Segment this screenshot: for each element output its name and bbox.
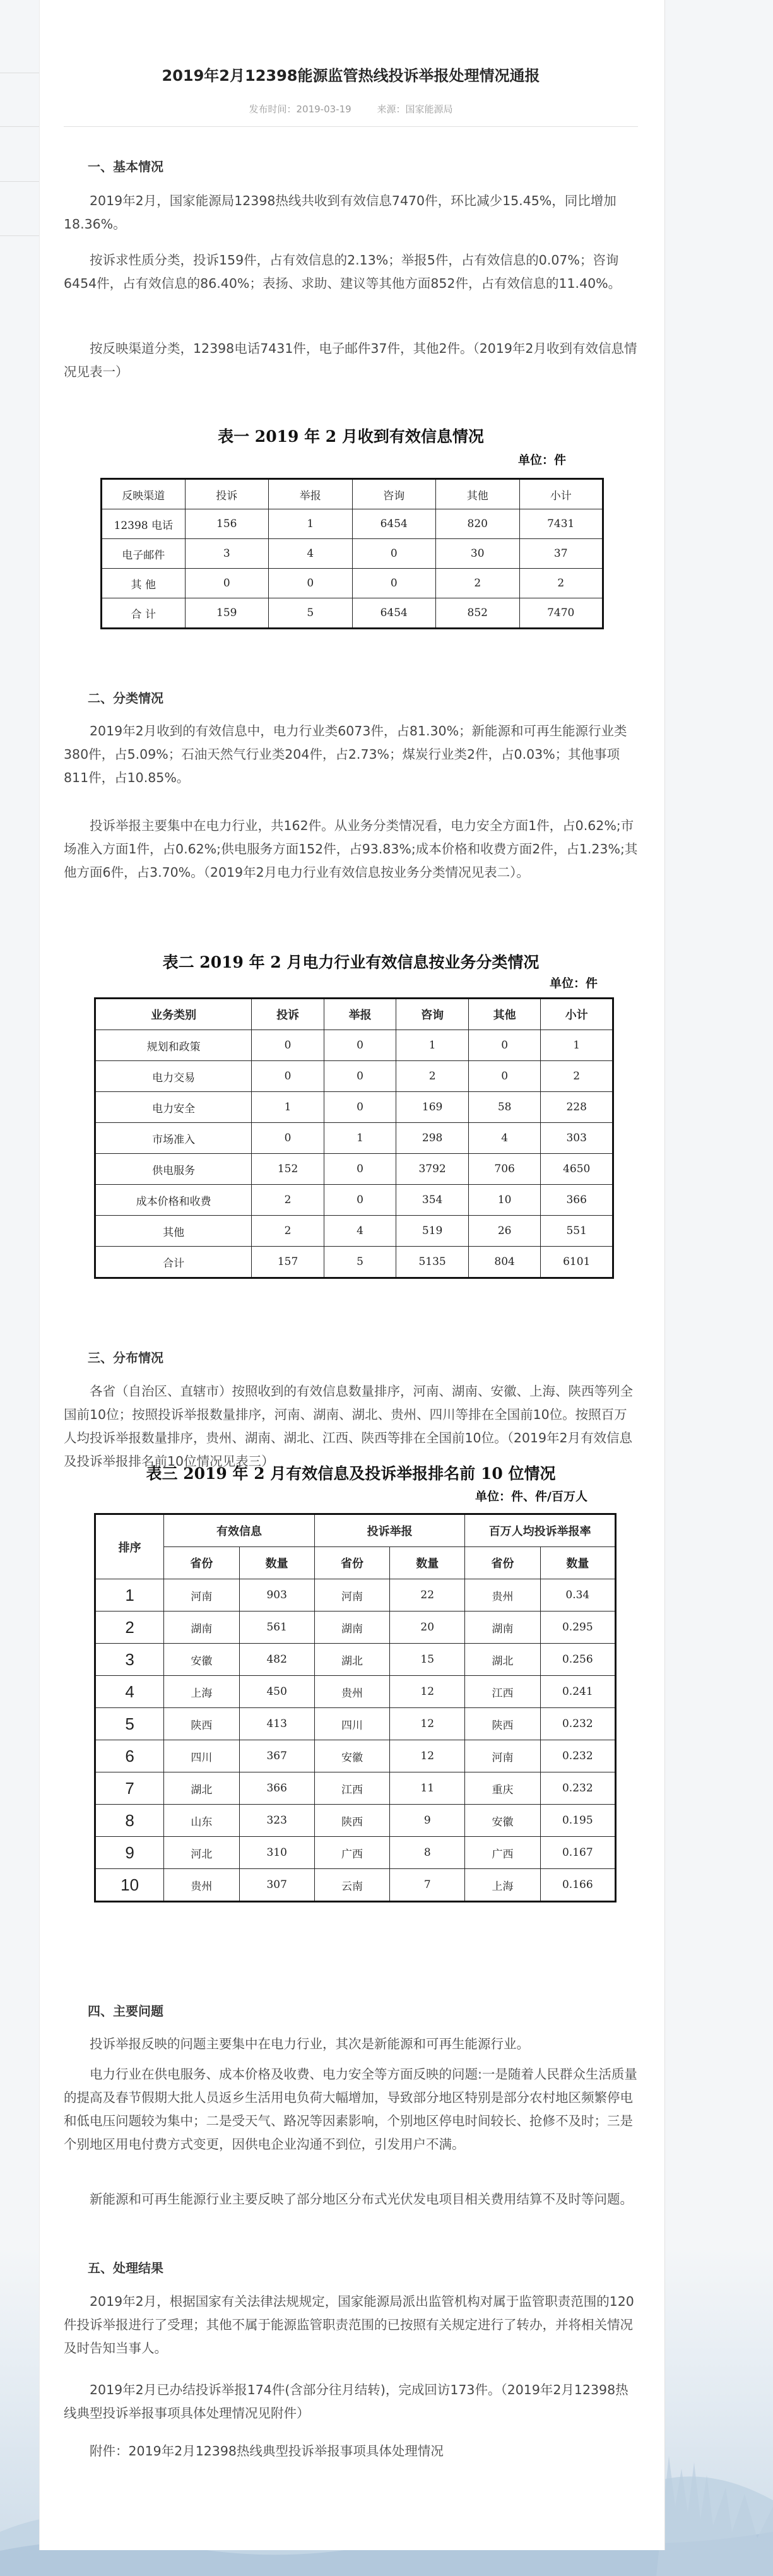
- paragraph: 2019年2月已办结投诉举报174件(含部分往月结转)，完成回访173件。（2019年2月12398热线典型投诉举报事项具体处理情况见附件）: [64, 2382, 628, 2421]
- title-divider: [64, 126, 638, 127]
- table-row: [95, 1061, 613, 1092]
- table-header-row: [95, 1547, 616, 1579]
- table-cell: 1: [269, 509, 353, 539]
- table-cell: 0.34: [540, 1579, 615, 1611]
- table-header-cell: 小计: [519, 479, 603, 509]
- table-row: [95, 1216, 613, 1247]
- table-cell: 贵州: [314, 1676, 389, 1708]
- table2-title: 表二 2019 年 2 月电力行业有效信息按业务分类情况: [162, 953, 540, 971]
- table-cell: 0.232: [540, 1740, 615, 1772]
- table-cell: 4: [468, 1123, 541, 1154]
- table-cell: 366: [541, 1185, 613, 1216]
- table-cell: 河南: [465, 1740, 540, 1772]
- table-row: [95, 1805, 616, 1837]
- table-header-cell: 数量: [239, 1547, 314, 1579]
- paragraph: 2019年2月，国家能源局12398热线共收到有效信息7470件，环比减少15.45%，同比增加18.36%。: [64, 193, 617, 232]
- table-cell: 6454: [352, 509, 436, 539]
- table-header-cell: 有效信息: [164, 1514, 315, 1547]
- table-cell: 8: [390, 1837, 465, 1869]
- table-cell: 903: [239, 1579, 314, 1611]
- table-cell: 山东: [164, 1805, 239, 1837]
- table-cell: 0: [324, 1061, 396, 1092]
- table-cell: 303: [541, 1123, 613, 1154]
- table-cell: 0: [269, 569, 353, 598]
- table-row: [95, 1740, 616, 1772]
- table3: [94, 1513, 617, 1902]
- table-header-cell: 投诉: [185, 479, 269, 509]
- table2: [94, 997, 614, 1279]
- table-cell: 0.241: [540, 1676, 615, 1708]
- table1-title: 表一 2019 年 2 月收到有效信息情况: [218, 427, 484, 446]
- table-row: [95, 1611, 616, 1644]
- table-cell: 820: [436, 509, 520, 539]
- paragraph: 投诉举报反映的问题主要集中在电力行业，其次是新能源和可再生能源行业。: [90, 2036, 529, 2051]
- table-cell: 电力安全: [95, 1092, 252, 1123]
- article-source: 来源：国家能源局: [377, 104, 453, 115]
- table-cell: 3: [185, 539, 269, 569]
- paragraph: 各省（自治区、直辖市）按照收到的有效信息数量排序，河南、湖南、安徽、上海、陕西等列全国前10位；按照投诉举报数量排序，河南、湖南、湖北、贵州、四川等排在全国前10位。按照百万人均投诉举报数量排序，贵州、湖南、湖北、江西、陕西等排在全国前10位。（2019年2月有效信息及投诉举报排名前10位情况见表三）: [64, 1384, 633, 1469]
- table-cell: 450: [239, 1676, 314, 1708]
- article-meta: [64, 102, 638, 116]
- table-cell: 0.167: [540, 1837, 615, 1869]
- paragraph: 电力行业在供电服务、成本价格及收费、电力安全等方面反映的问题:一是随着人民群众生活质量的提高及春节假期大批人员返乡生活用电负荷大幅增加，导致部分地区特别是部分农村地区频繁停电和低电压问题较为集中；二是受天气、路况等因素影响，个别地区停电时间较长、抢修不及时；三是个别地区用电付费方式变更，因供电企业沟通不到位，引发用户不满。: [64, 2067, 637, 2152]
- rank-cell: 7: [95, 1772, 164, 1805]
- table-cell: 2: [252, 1185, 324, 1216]
- table-header-cell: 举报: [324, 999, 396, 1030]
- table-header-cell: 其他: [436, 479, 520, 509]
- table-cell: 0.256: [540, 1644, 615, 1676]
- paragraph: 新能源和可再生能源行业主要反映了部分地区分布式光伏发电项目相关费用结算不及时等问题。: [90, 2192, 633, 2207]
- table-header-cell: 省份: [164, 1547, 239, 1579]
- table-cell: 云南: [314, 1869, 389, 1902]
- nav-divider: [0, 235, 39, 236]
- paragraph: 2019年2月收到的有效信息中，电力行业类6073件，占81.30%；新能源和可再生能源行业类380件，占5.09%；石油天然气行业类204件，占2.73%；煤炭行业类2件，占0.03%；其他事项811件，占10.85%。: [64, 723, 627, 785]
- table-row: [95, 1708, 616, 1740]
- table-total-row: [102, 598, 603, 629]
- table-cell: 陕西: [314, 1805, 389, 1837]
- table-cell: 413: [239, 1708, 314, 1740]
- table-cell: 0: [324, 1185, 396, 1216]
- table-header-cell: 投诉: [252, 999, 324, 1030]
- table-cell: 0: [252, 1123, 324, 1154]
- table-cell: 157: [252, 1247, 324, 1278]
- paragraph: 按反映渠道分类，12398电话7431件，电子邮件37件，其他2件。（2019年2月收到有效信息情况见表一）: [64, 341, 637, 379]
- table-cell: 陕西: [465, 1708, 540, 1740]
- table-header-cell: 咨询: [352, 479, 436, 509]
- table-cell: 852: [436, 598, 520, 629]
- table-cell: 5: [324, 1247, 396, 1278]
- article-panel: [39, 0, 665, 2550]
- table-cell: 11: [390, 1772, 465, 1805]
- rank-cell: 2: [95, 1611, 164, 1644]
- table-cell: 0: [252, 1061, 324, 1092]
- rank-cell: 8: [95, 1805, 164, 1837]
- table-cell: 26: [468, 1216, 541, 1247]
- table-header-row: [102, 479, 603, 509]
- table-cell: 12: [390, 1740, 465, 1772]
- table-cell: 2: [541, 1061, 613, 1092]
- table-cell: 河南: [314, 1579, 389, 1611]
- table-cell: 江西: [465, 1676, 540, 1708]
- table-group-header-row: [95, 1514, 616, 1547]
- table-header-cell: 小计: [541, 999, 613, 1030]
- table-cell: 江西: [314, 1772, 389, 1805]
- table-header-row: [95, 999, 613, 1030]
- table-cell: 成本价格和收费: [95, 1185, 252, 1216]
- table-cell: 1: [252, 1092, 324, 1123]
- table-cell: 519: [396, 1216, 469, 1247]
- table-cell: 58: [468, 1092, 541, 1123]
- table-cell: 广西: [465, 1837, 540, 1869]
- table-cell: 3792: [396, 1154, 469, 1185]
- table-cell: 其他: [95, 1216, 252, 1247]
- table-cell: 7470: [519, 598, 603, 629]
- table3-unit: 单位：件、件/百万人: [475, 1490, 587, 1504]
- table-cell: 9: [390, 1805, 465, 1837]
- table-cell: 0: [468, 1030, 541, 1061]
- table-row: [95, 1154, 613, 1185]
- section-heading-results: 五、处理结果: [88, 2260, 163, 2276]
- table-cell: 广西: [314, 1837, 389, 1869]
- paragraph: 2019年2月，根据国家有关法律法规规定，国家能源局派出监管机构对属于监管职责范围的120件投诉举报进行了受理；其他不属于能源监管职责范围的已按照有关规定进行了转办，并将相关情况及时告知当事人。: [64, 2294, 634, 2356]
- table-cell: 河南: [164, 1579, 239, 1611]
- table-cell: 安徽: [465, 1805, 540, 1837]
- table-cell: 合 计: [102, 598, 186, 629]
- table-header-cell: 反映渠道: [102, 479, 186, 509]
- table-header-cell: 数量: [390, 1547, 465, 1579]
- table-cell: 0: [468, 1061, 541, 1092]
- table-row: [95, 1869, 616, 1902]
- table-row: [95, 1185, 613, 1216]
- table-cell: 5: [269, 598, 353, 629]
- table-row: [95, 1644, 616, 1676]
- table-cell: 安徽: [314, 1740, 389, 1772]
- table-cell: 0.232: [540, 1708, 615, 1740]
- table3-title: 表三 2019 年 2 月有效信息及投诉举报排名前 10 位情况: [146, 1464, 556, 1483]
- table-cell: 20: [390, 1611, 465, 1644]
- table-cell: 7431: [519, 509, 603, 539]
- nav-divider: [0, 181, 39, 182]
- attachment-note: 附件：2019年2月12398热线典型投诉举报事项具体处理情况: [90, 2443, 444, 2459]
- table2-unit: 单位：件: [550, 976, 598, 990]
- table-cell: 0: [352, 539, 436, 569]
- table-row: [95, 1123, 613, 1154]
- table-cell: 561: [239, 1611, 314, 1644]
- table-cell: 706: [468, 1154, 541, 1185]
- table-cell: 四川: [314, 1708, 389, 1740]
- table-header-cell: 省份: [314, 1547, 389, 1579]
- table-header-cell: 排序: [95, 1514, 164, 1579]
- table-row: [102, 509, 603, 539]
- rank-cell: 4: [95, 1676, 164, 1708]
- table-cell: 陕西: [164, 1708, 239, 1740]
- table-row: [95, 1676, 616, 1708]
- table-cell: 6454: [352, 598, 436, 629]
- table-cell: 电子邮件: [102, 539, 186, 569]
- rank-cell: 10: [95, 1869, 164, 1902]
- table-cell: 四川: [164, 1740, 239, 1772]
- table-cell: 7: [390, 1869, 465, 1902]
- article-title: 2019年2月12398能源监管热线投诉举报处理情况通报: [162, 67, 540, 85]
- rank-cell: 6: [95, 1740, 164, 1772]
- table1-unit: 单位：件: [518, 453, 567, 467]
- section-heading-classification: 二、分类情况: [88, 691, 163, 706]
- table-cell: 湖南: [465, 1611, 540, 1644]
- table-row: [102, 569, 603, 598]
- table-cell: 供电服务: [95, 1154, 252, 1185]
- left-nav-strip: [0, 0, 39, 236]
- table-cell: 贵州: [465, 1579, 540, 1611]
- table1: [100, 478, 604, 629]
- paragraph: 按诉求性质分类，投诉159件，占有效信息的2.13%；举报5件，占有效信息的0.07%；咨询6454件，占有效信息的86.40%；表扬、求助、建议等其他方面852件，占有效信息的11.40%。: [64, 252, 622, 291]
- table-cell: 上海: [164, 1676, 239, 1708]
- table-cell: 37: [519, 539, 603, 569]
- table-cell: 354: [396, 1185, 469, 1216]
- table-cell: 367: [239, 1740, 314, 1772]
- table-cell: 298: [396, 1123, 469, 1154]
- section-heading-distribution: 三、分布情况: [88, 1350, 163, 1365]
- table-cell: 2: [252, 1216, 324, 1247]
- table-cell: 湖北: [314, 1644, 389, 1676]
- nav-divider: [0, 126, 39, 127]
- table-cell: 30: [436, 539, 520, 569]
- table-cell: 1: [324, 1123, 396, 1154]
- table-header-cell: 其他: [468, 999, 541, 1030]
- table-cell: 12: [390, 1708, 465, 1740]
- table-cell: 湖南: [164, 1611, 239, 1644]
- table-cell: 5135: [396, 1247, 469, 1278]
- table-row: [95, 1579, 616, 1611]
- table-row: [95, 1092, 613, 1123]
- rank-cell: 1: [95, 1579, 164, 1611]
- table-cell: 贵州: [164, 1869, 239, 1902]
- table-cell: 上海: [465, 1869, 540, 1902]
- table-cell: 156: [185, 509, 269, 539]
- table-cell: 22: [390, 1579, 465, 1611]
- table-cell: 366: [239, 1772, 314, 1805]
- table-header-cell: 业务类别: [95, 999, 252, 1030]
- table-cell: 湖北: [164, 1772, 239, 1805]
- table-row: [95, 1837, 616, 1869]
- table-cell: 159: [185, 598, 269, 629]
- publish-date: 发布时间：2019-03-19: [249, 104, 351, 115]
- table-cell: 1: [541, 1030, 613, 1061]
- table-cell: 0: [324, 1154, 396, 1185]
- table-cell: 0.166: [540, 1869, 615, 1902]
- table-cell: 12398 电话: [102, 509, 186, 539]
- table-cell: 其 他: [102, 569, 186, 598]
- table-cell: 15: [390, 1644, 465, 1676]
- table-cell: 804: [468, 1247, 541, 1278]
- table-cell: 228: [541, 1092, 613, 1123]
- table-header-cell: 百万人均投诉举报率: [465, 1514, 616, 1547]
- table-cell: 0: [324, 1092, 396, 1123]
- table-cell: 551: [541, 1216, 613, 1247]
- table-row: [95, 1030, 613, 1061]
- table-cell: 0.295: [540, 1611, 615, 1644]
- table-cell: 河北: [164, 1837, 239, 1869]
- paragraph: 投诉举报主要集中在电力行业，共162件。从业务分类情况看，电力安全方面1件，占0.62%;市场准入方面1件，占0.62%;供电服务方面152件，占93.83%;成本价格和收费方面2件，占1.23%;其他方面6件，占3.70%。（2019年2月电力行业有效信息按业务分类情况见表二）。: [64, 818, 638, 880]
- table-cell: 0: [252, 1030, 324, 1061]
- table-cell: 4: [269, 539, 353, 569]
- table-header-cell: 举报: [269, 479, 353, 509]
- table-cell: 2: [519, 569, 603, 598]
- table-cell: 0.195: [540, 1805, 615, 1837]
- table-cell: 4: [324, 1216, 396, 1247]
- table-cell: 307: [239, 1869, 314, 1902]
- table-cell: 重庆: [465, 1772, 540, 1805]
- table-cell: 湖南: [314, 1611, 389, 1644]
- table-cell: 4650: [541, 1154, 613, 1185]
- table-header-cell: 省份: [465, 1547, 540, 1579]
- rank-cell: 9: [95, 1837, 164, 1869]
- table-cell: 2: [396, 1061, 469, 1092]
- table-cell: 323: [239, 1805, 314, 1837]
- table-cell: 湖北: [465, 1644, 540, 1676]
- table-cell: 1: [396, 1030, 469, 1061]
- table-cell: 规划和政策: [95, 1030, 252, 1061]
- section-heading-main-issues: 四、主要问题: [88, 2003, 163, 2019]
- table-row: [102, 539, 603, 569]
- table-row: [95, 1772, 616, 1805]
- table-cell: 安徽: [164, 1644, 239, 1676]
- table-cell: 2: [436, 569, 520, 598]
- table-header-cell: 咨询: [396, 999, 469, 1030]
- table-cell: 482: [239, 1644, 314, 1676]
- table-cell: 152: [252, 1154, 324, 1185]
- table-cell: 电力交易: [95, 1061, 252, 1092]
- table-header-cell: 数量: [540, 1547, 615, 1579]
- table-cell: 169: [396, 1092, 469, 1123]
- table-cell: 310: [239, 1837, 314, 1869]
- table-cell: 市场准入: [95, 1123, 252, 1154]
- table-cell: 0: [352, 569, 436, 598]
- table-cell: 0: [324, 1030, 396, 1061]
- table-cell: 12: [390, 1676, 465, 1708]
- table-cell: 0.232: [540, 1772, 615, 1805]
- table-total-row: [95, 1247, 613, 1278]
- table-cell: 0: [185, 569, 269, 598]
- table-cell: 10: [468, 1185, 541, 1216]
- table-header-cell: 投诉举报: [314, 1514, 465, 1547]
- table-cell: 合计: [95, 1247, 252, 1278]
- section-heading-basic: 一、基本情况: [88, 159, 163, 174]
- table-cell: 6101: [541, 1247, 613, 1278]
- rank-cell: 5: [95, 1708, 164, 1740]
- rank-cell: 3: [95, 1644, 164, 1676]
